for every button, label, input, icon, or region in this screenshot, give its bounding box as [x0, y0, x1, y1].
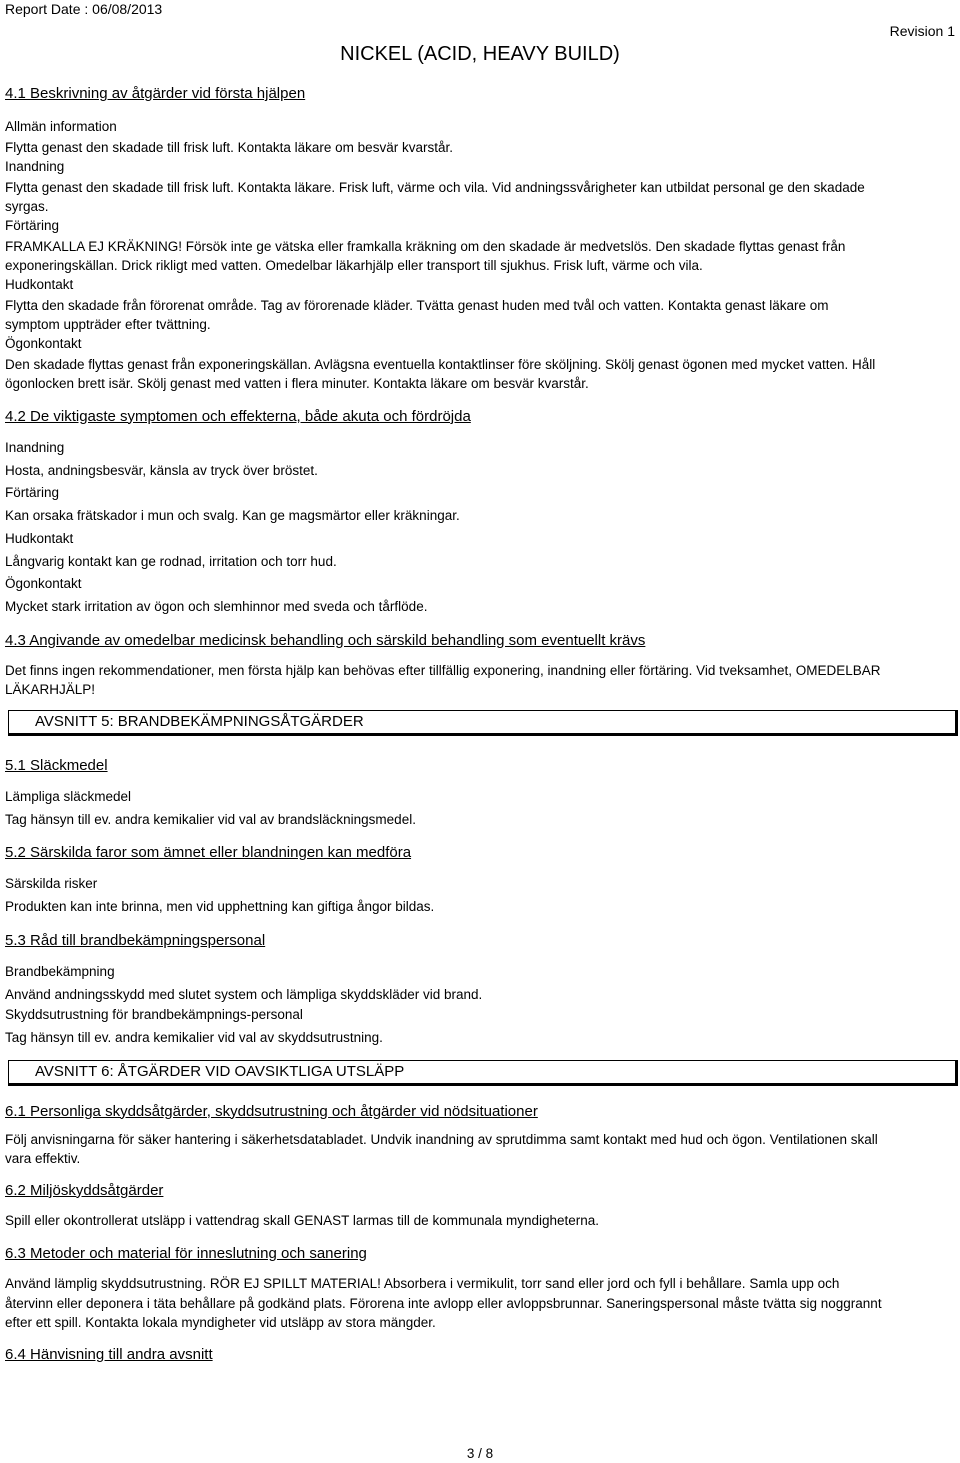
- text-skin-symptoms: Långvarig kontakt kan ge rodnad, irritation och torr hud.: [5, 553, 337, 569]
- section-6-title: [8, 1060, 958, 1086]
- text-inhalation-symptoms: Hosta, andningsbesvär, känsla av tryck över bröstet.: [5, 462, 318, 478]
- text-eye-contact: Den skadade flyttas genast från exponeringskällan. Avlägsna eventuella kontaktlinser före sköljning. Skölj genast ögonen med mycket vatten. Håll ögonlocken brett isär. Skölj genast med vatten i flera minuter. Kontakta läkare om besvär kvarstår.: [5, 356, 876, 391]
- label-eye-contact: Ögonkontakt: [5, 335, 82, 351]
- text-protective-equipment: Tag hänsyn till ev. andra kemikalier vid val av skyddsutrustning.: [5, 1030, 383, 1045]
- label-eye-symptoms: Ögonkontakt: [5, 576, 82, 591]
- text-firefighting: Använd andningsskydd med slutet system och lämpliga skyddskläder vid brand.: [5, 986, 483, 1002]
- heading-4-1: 4.1 Beskrivning av åtgärder vid första hjälpen: [5, 85, 306, 102]
- heading-4-3: 4.3 Angivande av omedelbar medicinsk behandling och särskild behandling som eventuellt krävs: [5, 631, 646, 649]
- label-skin-contact: Hudkontakt: [5, 276, 74, 292]
- text-ingestion-symptoms: Kan orsaka frätskador i mun och svalg. Kan ge magsmärtor eller kräkningar.: [5, 508, 460, 523]
- label-protective-equipment: Skyddsutrustning för brandbekämpnings-personal: [5, 1007, 303, 1022]
- heading-6-1: 6.1 Personliga skyddsåtgärder, skyddsutrustning och åtgärder vid nödsituationer: [5, 1102, 538, 1120]
- label-extinguishing-media: Lämpliga släckmedel: [5, 788, 132, 804]
- label-ingestion-symptoms: Förtäring: [5, 485, 60, 500]
- text-extinguishing-media: Tag hänsyn till ev. andra kemikalier vid val av brandsläckningsmedel.: [5, 811, 416, 827]
- page-number: 3 / 8: [466, 1446, 494, 1461]
- label-ingestion: Förtäring: [5, 217, 60, 233]
- text-environmental-precautions: Spill eller okontrollerat utsläpp i vattendrag skall GENAST larmas till de kommunala myndigheterna.: [5, 1212, 600, 1228]
- heading-6-3: 6.3 Metoder och material för inneslutning och sanering: [5, 1245, 367, 1262]
- heading-5-2: 5.2 Särskilda faror som ämnet eller blandningen kan medföra: [5, 844, 412, 861]
- label-special-hazards: Särskilda risker: [5, 876, 98, 891]
- heading-5-3: 5.3 Råd till brandbekämpningspersonal: [5, 931, 266, 949]
- section-5-title: [8, 710, 958, 736]
- text-general-info: Flytta genast den skadade till frisk luft. Kontakta läkare om besvär kvarstår.: [5, 140, 453, 155]
- label-inhalation: Inandning: [5, 158, 65, 174]
- revision-label: Revision 1: [889, 23, 955, 39]
- heading-6-2: 6.2 Miljöskyddsåtgärder: [5, 1181, 164, 1199]
- heading-6-4: 6.4 Hänvisning till andra avsnitt: [5, 1345, 213, 1363]
- text-special-hazards: Produkten kan inte brinna, men vid upphettning kan giftiga ångor bildas.: [5, 899, 435, 914]
- label-firefighting: Brandbekämpning: [5, 963, 115, 979]
- text-eye-symptoms: Mycket stark irritation av ögon och slemhinnor med sveda och tårflöde.: [5, 599, 428, 614]
- document-body: [5, 84, 885, 1365]
- text-inhalation: Flytta genast den skadade till frisk luft. Kontakta läkare. Frisk luft, värme och vila. Vid andningssvårigheter kan utbildat personal ge den skadade syrgas.: [5, 179, 865, 214]
- label-inhalation-symptoms: Inandning: [5, 439, 65, 455]
- text-containment-cleanup: Använd lämplig skyddsutrustning. RÖR EJ SPILLT MATERIAL! Absorbera i vermikulit, torr sand eller jord och fyll i behållare. Samla upp och återvinn eller deponera i täta behållare på godkänd plats. Förorena inte avlopp eller avloppsbrunnar. Saneringspersonal måste tvätta sig noggrannt efter ett spill. Kontakta lokala myndigheter vid utsläpp av stora mängder.: [5, 1276, 882, 1330]
- heading-5-1: 5.1 Släckmedel: [5, 756, 108, 774]
- text-skin-contact: Flytta den skadade från förorenat område. Tag av förorenade kläder. Tvätta genast huden med tvål och vatten. Kontakta genast läkare om symptom uppträder efter tvättning.: [5, 297, 829, 332]
- text-medical-treatment: Det finns ingen rekommendationer, men första hjälp kan behövas efter tillfällig exponering, inandning eller förtäring. Vid tveksamhet, OMEDELBAR LÄKARHJÄLP!: [5, 662, 881, 697]
- section-6-title-text: AVSNITT 6: ÅTGÄRDER VID OAVSIKTLIGA UTSLÄPP: [35, 1062, 405, 1080]
- label-general-info: Allmän information: [5, 119, 117, 134]
- section-5-title-text: AVSNITT 5: BRANDBEKÄMPNINGSÅTGÄRDER: [35, 712, 364, 730]
- report-date: Report Date : 06/08/2013: [5, 1, 163, 17]
- product-name: NICKEL (ACID, HEAVY BUILD): [340, 43, 620, 65]
- text-personal-precautions: Följ anvisningarna för säker hantering i säkerhetsdatabladet. Undvik inandning av sprutdimma samt kontakt med hud och ögon. Ventilationen skall vara effektiv.: [5, 1131, 878, 1166]
- text-ingestion: FRAMKALLA EJ KRÄKNING! Försök inte ge vätska eller framkalla kräkning om den skadade är medvetslös. Den skadade flyttas genast från exponeringskällan. Drick rikligt med vatten. Omedelbar läkarhjälp eller transport till sjukhus. Frisk luft, värme och vila.: [5, 238, 846, 273]
- label-skin-symptoms: Hudkontakt: [5, 530, 74, 546]
- heading-4-2: 4.2 De viktigaste symptomen och effekterna, både akuta och fördröjda: [5, 407, 471, 425]
